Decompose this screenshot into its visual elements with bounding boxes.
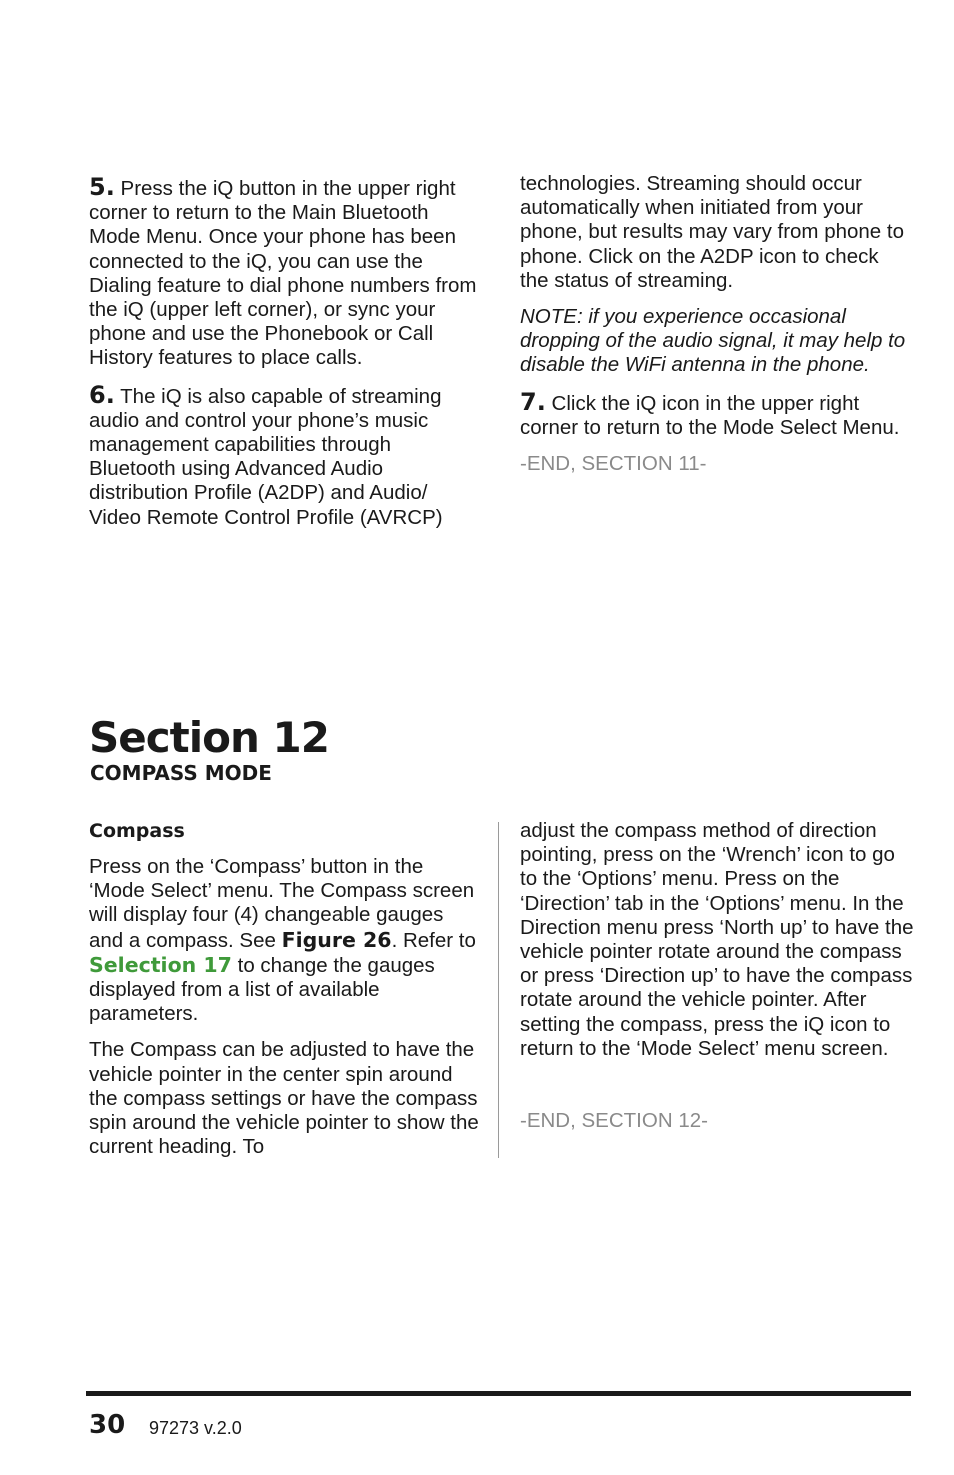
top-right-column (520, 172, 912, 488)
step-5 (89, 175, 481, 371)
compass-paragraph-2: The Compass can be adjusted to have the vehicle pointer in the center spin around the compass settings or have the compass spin around the vehicle pointer to show the current heading. To (89, 1038, 479, 1159)
step-6-number: 6. (89, 380, 115, 409)
step-5-number: 5. (89, 173, 115, 201)
step-6-continued: technologies. Streaming should occur automatically when initiated from your phone, but results may vary from phone to phone. Click on the A2DP icon to check the status of streaming. (520, 172, 905, 292)
compass-p1-text-b: . Refer to (391, 928, 476, 952)
compass-p1-text-a: Press on the ‘Compass’ button in the ‘Mode Select’ menu. The Compass screen will display four (4) changeable gauges and a compass. See (89, 855, 475, 952)
compass-heading: Compass (89, 820, 185, 842)
footer-rule (86, 1391, 911, 1396)
top-left-column (89, 175, 481, 542)
step-6 (89, 380, 481, 530)
column-divider (498, 822, 499, 1158)
step-6-text: The iQ is also capable of streaming audio and control your phone’s music management capabilities through Bluetooth using Advanced Audio distribution Profile (A2DP) and Audio/ Video Remote Control Profile (AVRCP) (89, 384, 443, 529)
document-version: 97273 v.2.0 (149, 1418, 242, 1438)
step-7 (520, 387, 912, 440)
compass-left-column (89, 819, 481, 1171)
compass-paragraph-3: adjust the compass method of direction pointing, press on the ‘Wrench’ icon to go to the ‘Options’ menu. Press on the ‘Direction’ tab in the ‘Options’ menu. In the Direction menu press ‘North up’ to have the vehicle pointer rotate around the compass or press ‘Direction up’ to have the compass rotate around the vehicle pointer. After setting the compass, press the iQ icon to return to the ‘Mode Select’ menu screen. (520, 819, 914, 1060)
note: NOTE: if you experience occasional dropping of the audio signal, it may help to disable the WiFi antenna in the phone. (520, 305, 906, 377)
step-5-text: Press the iQ button in the upper right corner to return to the Main Bluetooth Mode Menu. Once your phone has been connected to the iQ, you can use the Dialing feature to dial phone numbers from the iQ (upper left corner), or sync your phone and use the Phonebook or Call History features to place calls. (89, 177, 477, 370)
end-section-11: -END, SECTION 11- (520, 452, 707, 476)
compass-p1-text-c: to change the gauges displayed from a list of available parameters. (89, 953, 435, 1026)
step-7-number: 7. (520, 387, 546, 416)
compass-right-column (520, 819, 915, 1145)
section-title: Section 12 (89, 713, 329, 762)
section-subtitle: COMPASS MODE (90, 761, 272, 785)
figure-26-reference: Figure 26 (281, 927, 392, 952)
selection-17-link[interactable]: Selection 17 (89, 952, 232, 977)
compass-paragraph-1 (89, 855, 481, 1026)
page-number: 30 (89, 1410, 126, 1440)
end-section-12: -END, SECTION 12- (520, 1109, 708, 1133)
step-7-text: Click the iQ icon in the upper right corner to return to the Mode Select Menu. (520, 391, 900, 439)
